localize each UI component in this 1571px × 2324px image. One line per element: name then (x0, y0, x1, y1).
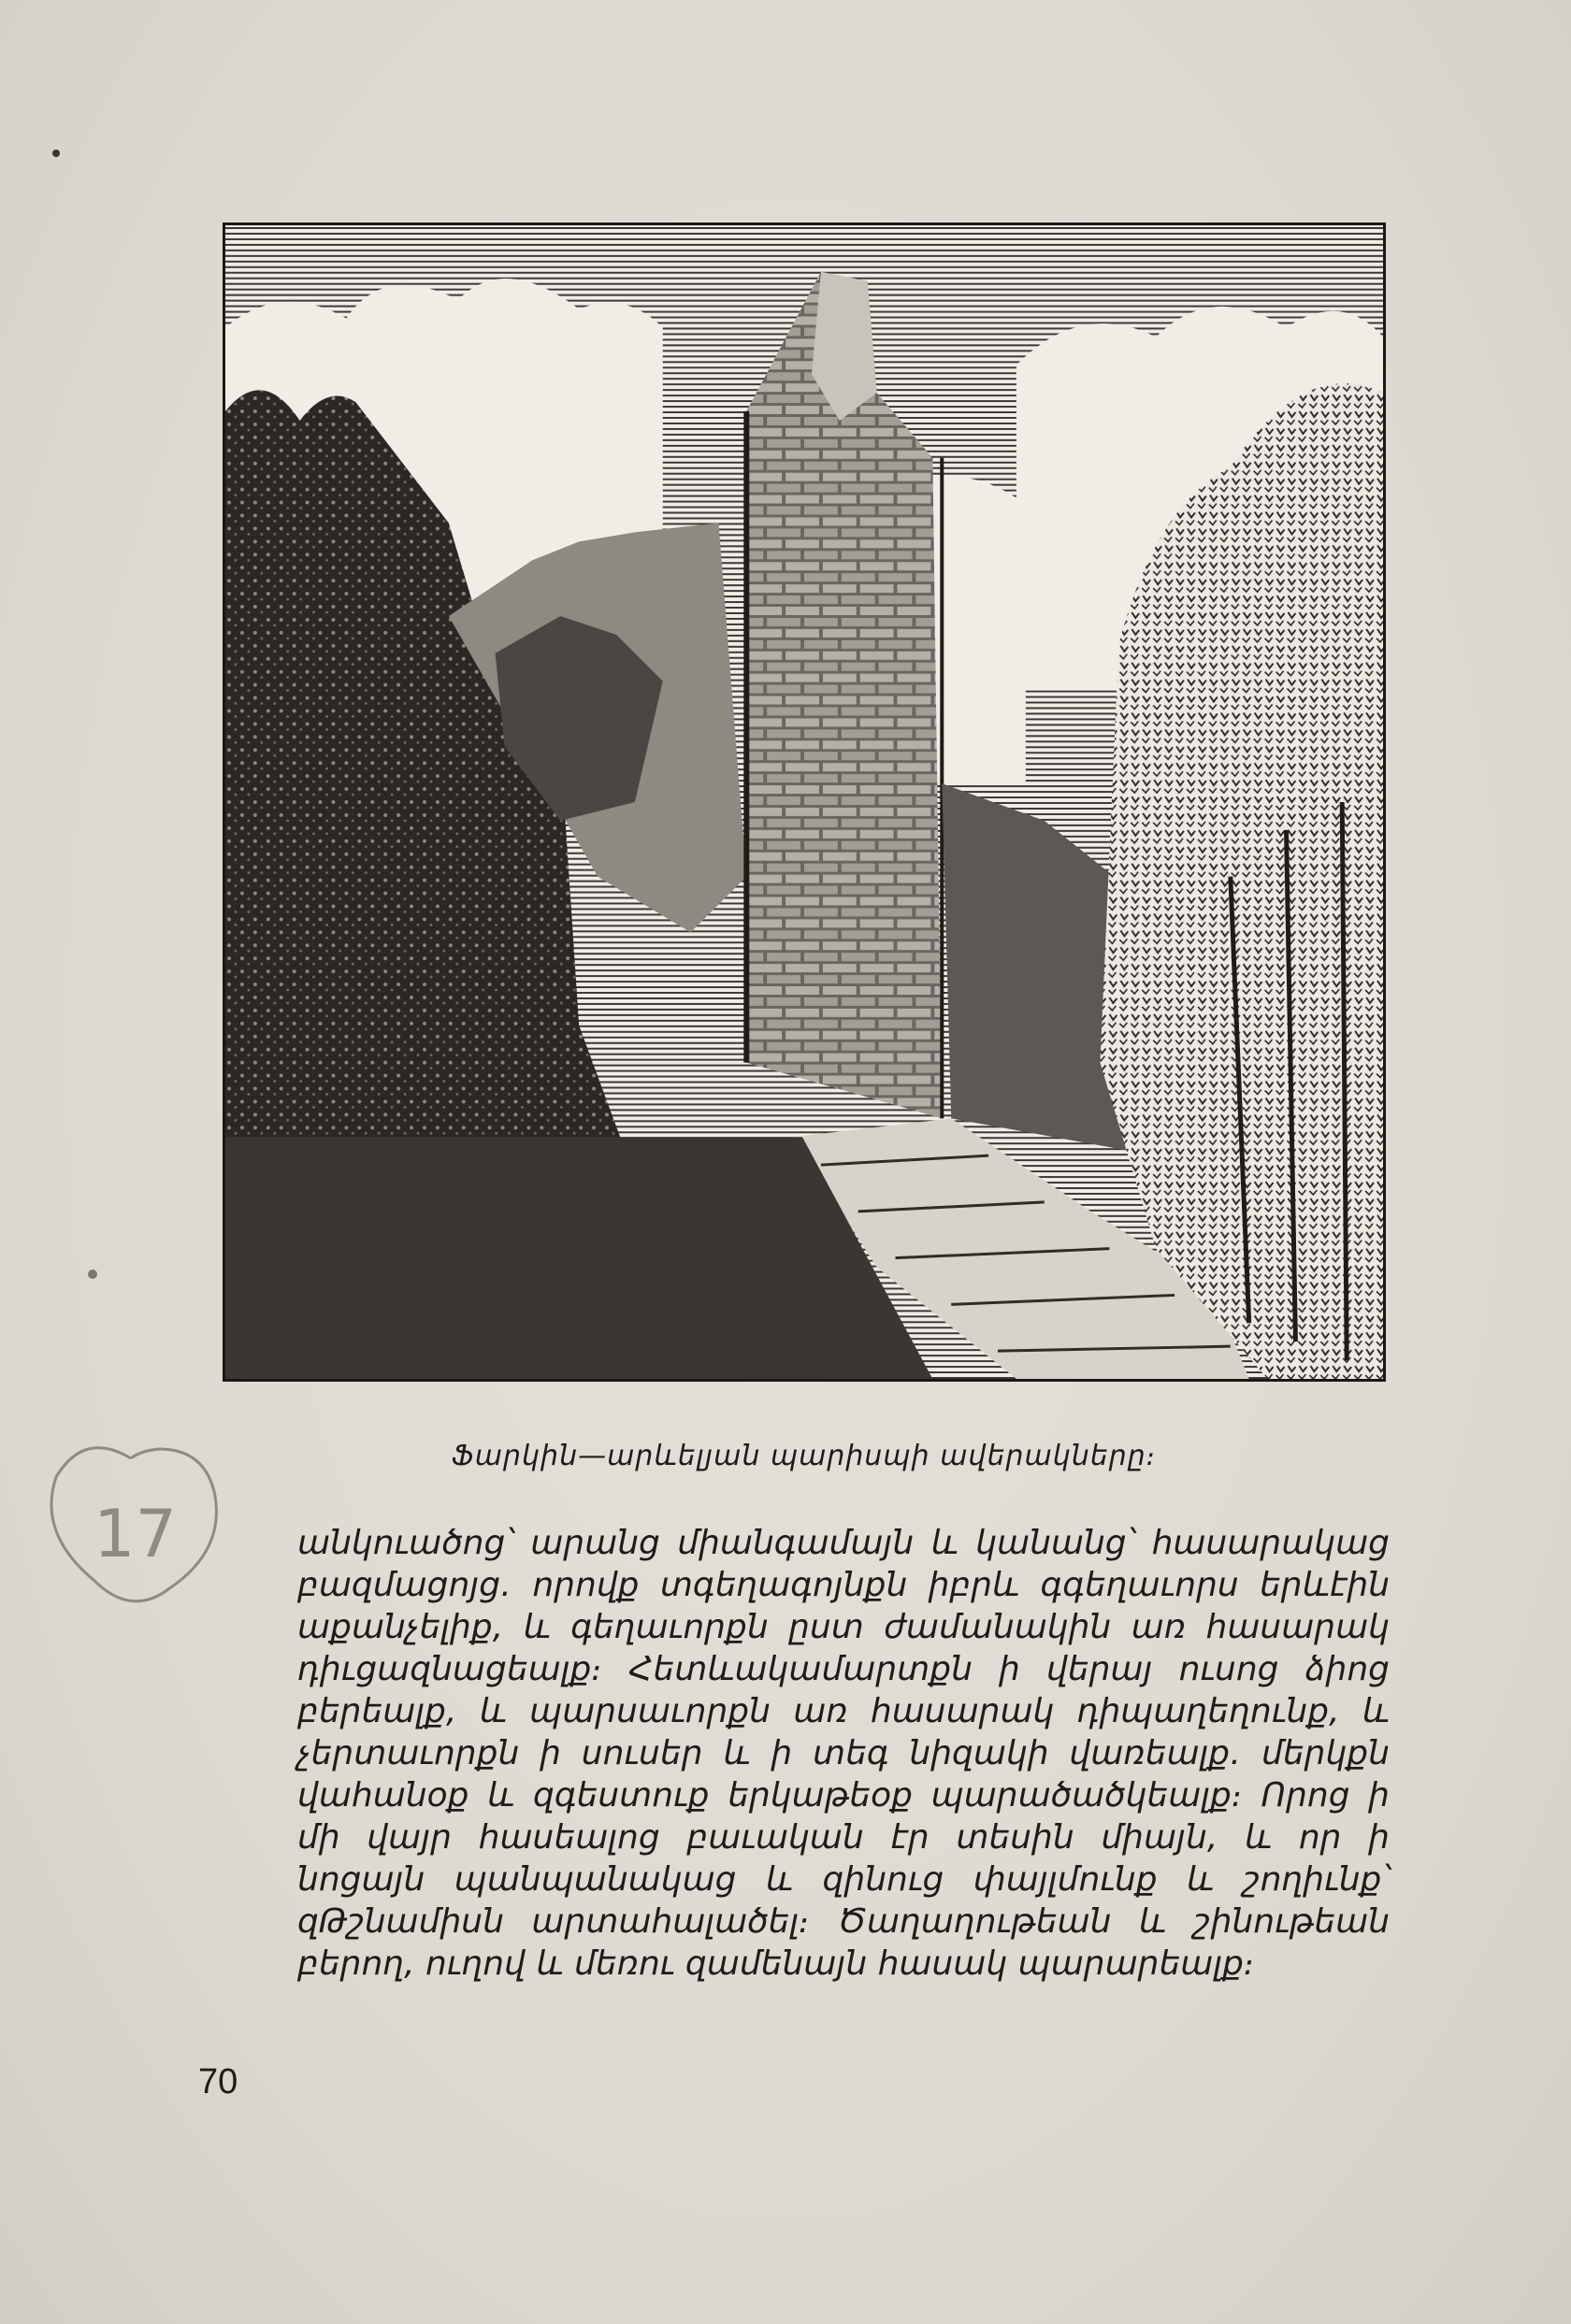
text-line: աքանչելիք, և գեղաւորքն ըստ ժամանակին առ հասարակ (297, 1608, 1390, 1646)
text-line: մի վայր հասեալոց բաւական էր տեսին միայն, և որ ի (297, 1818, 1390, 1857)
text-line: նոցայն պանպանակաց և զինուց փայլմունք և շողիւնք՝ (297, 1860, 1390, 1899)
tower-illustration (223, 222, 1386, 1382)
text-line: բերող, ուղով և մեռու զամենայն հասակ պարարեալք։ (297, 1944, 1256, 1983)
text-line: զԹշնամիսն արտահալածել։ Ծաղաղութեան և շինութեան (297, 1902, 1390, 1941)
ink-speck (88, 1270, 97, 1279)
text-line: դիւցազնացեալք։ Հետևակամարտքն ի վերայ ուսոց ձիոց (297, 1650, 1390, 1688)
text-line: վահանօք և զգեստուք երկաթեօք պարածածկեալք։ Որոց ի (297, 1776, 1390, 1815)
page-number: 70 (198, 2062, 238, 2102)
text-line: բերեալք, և պարսաւորքն առ հասարակ դիպաղեղունք, և (297, 1692, 1390, 1730)
pencil-annotation (28, 1430, 234, 1617)
body-paragraph (297, 1522, 1390, 1985)
ruined-stone-tower-engraving-icon (225, 225, 1383, 1379)
pencil-number: 17 (94, 1496, 178, 1572)
ink-speck (52, 150, 60, 157)
text-line: անկուածոց՝ արանց միանգամայն և կանանց՝ հասարակաց (297, 1524, 1390, 1562)
illustration-caption: Ֆարկին—արևելյան պարիսպի ավերակները։ (452, 1440, 1157, 1472)
pencil-circle-icon (28, 1430, 234, 1617)
text-line: չերտաւորքն ի սուսեր և ի տեգ նիզակի վառեալք․ մերկքն (297, 1734, 1390, 1772)
text-line: բազմացոյց․ որովք տգեղագոյնքն իբրև գգեղաւորս երևէին (297, 1566, 1390, 1604)
